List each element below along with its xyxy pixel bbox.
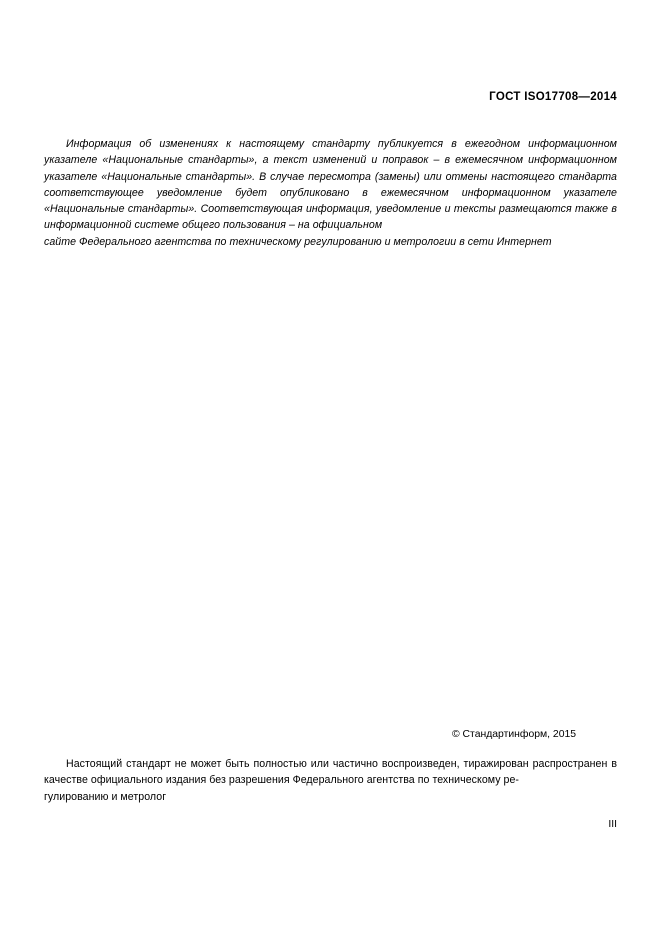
reproduction-notice-tail-line: гулированию и метролог (44, 790, 167, 803)
reproduction-notice-paragraph: Настоящий стандарт не может быть полностью или частично воспроизведен, тиражирован распространен в качестве официального издания без разрешения Федерального агентства по техническому ре- (44, 758, 617, 787)
running-header-standard-number: ГОСТ ISO17708—2014 (489, 91, 617, 103)
copyright-line: © Стандартинформ, 2015 (452, 729, 577, 740)
reproduction-notice-block (44, 756, 617, 805)
amendment-notice-last-line: сайте Федерального агентства по техническому регулированию и метрологии в сети Интернет (44, 235, 552, 248)
page-number-folio: III (608, 819, 617, 830)
amendment-notice-block (44, 136, 617, 250)
amendment-notice-paragraph: Информация об изменениях к настоящему стандарту публикуется в ежегодном информационном указателе «Национальные стандарты», а текст изменений и поправок – в ежемесячном информационном указателе «Национальные стандарты». В случае пересмотра (замены) или отмены настоящего стандарта соответствующее уведомление будет опубликовано в ежемесячном информационном указателе «Национальные стандарты». Соответствующая информация, уведомление и тексты размещаются также в информационной системе общего пользования – на официальном (44, 138, 617, 232)
